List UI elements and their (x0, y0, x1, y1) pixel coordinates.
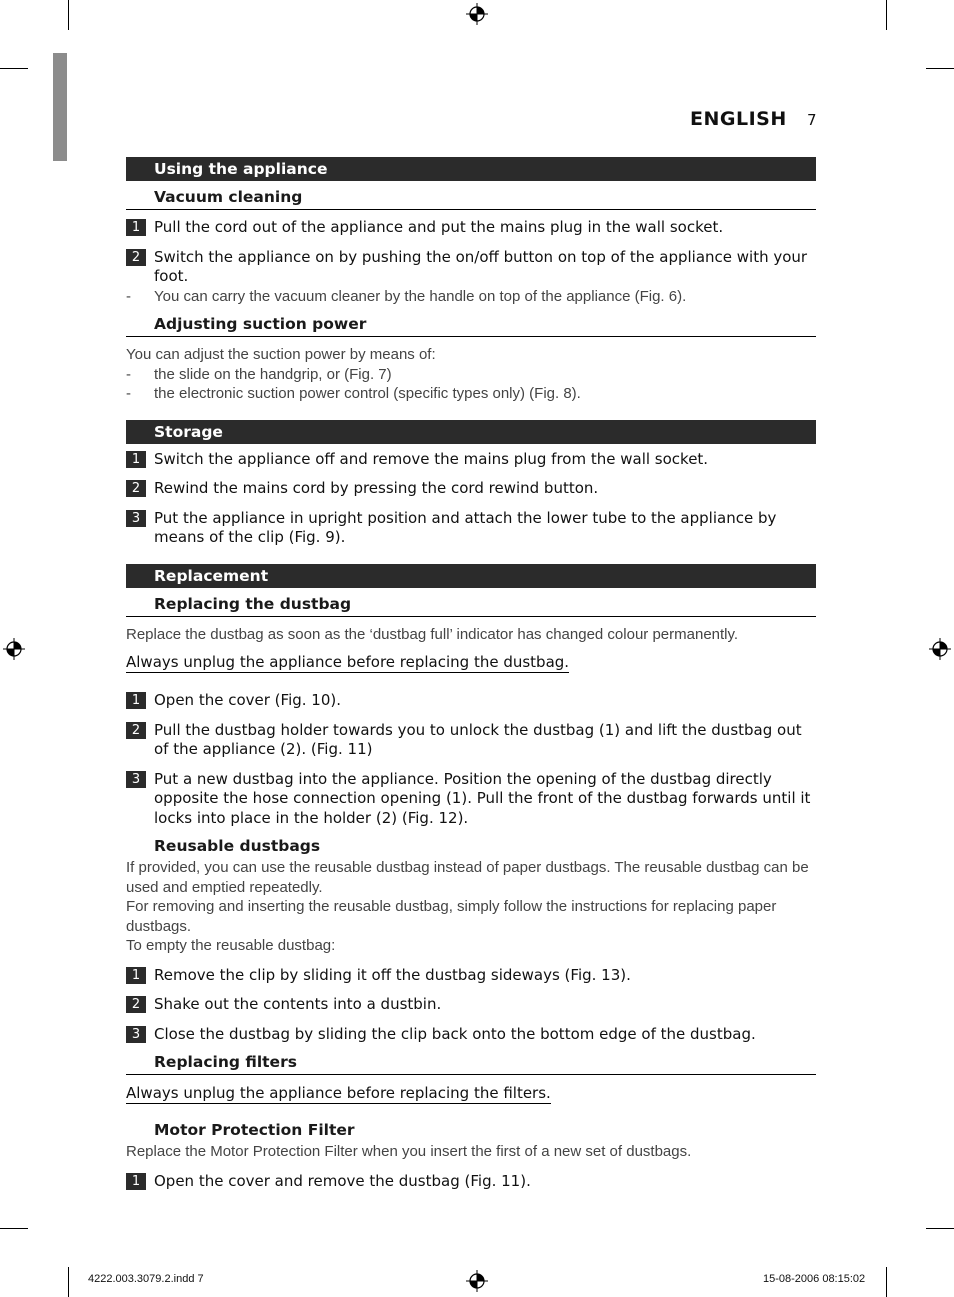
step-item: 3 Put a new dustbag into the appliance. Position the opening of the dustbag directly opposite the hose connection opening (1). Pull the front of the dustbag forwards until it locks into place in the holder (2) (Fig. 12). (126, 770, 816, 829)
step-item: 2 Rewind the mains cord by pressing the cord rewind button. (126, 479, 816, 499)
subheading-motor-protection-filter: Motor Protection Filter (154, 1121, 355, 1139)
section-heading-replacement: Replacement (126, 564, 816, 588)
step-item: 1 Pull the cord out of the appliance and put the mains plug in the wall socket. (126, 218, 816, 238)
registration-mark-icon (466, 1270, 488, 1292)
paragraph: To empty the reusable dustbag: (126, 937, 336, 954)
subheading-replacing-filters: Replacing filters (126, 1052, 816, 1075)
registration-mark-icon (466, 3, 488, 25)
bullet-item: - the slide on the handgrip, or (Fig. 7) (126, 365, 392, 383)
crop-mark (926, 1228, 954, 1229)
crop-mark (926, 68, 954, 69)
page-number: 7 (807, 111, 817, 129)
bullet-item: - You can carry the vacuum cleaner by the handle on top of the appliance (Fig. 6). (126, 287, 687, 305)
page-content (126, 157, 816, 1201)
registration-mark-icon (929, 638, 951, 660)
section-heading-using: Using the appliance (126, 157, 816, 181)
warning-line: Always unplug the appliance before replacing the filters. (126, 1084, 551, 1102)
step-item: 2 Switch the appliance on by pushing the on/off button on top of the appliance with your foot. (126, 248, 816, 287)
subheading-replacing-dustbag: Replacing the dustbag (126, 594, 816, 617)
crop-mark (68, 1267, 69, 1297)
footer-timestamp: 15-08-2006 08:15:02 (763, 1273, 866, 1285)
section-heading-storage: Storage (126, 420, 816, 444)
crop-mark (0, 68, 28, 69)
step-item: 1 Open the cover (Fig. 10). (126, 691, 816, 711)
step-item: 3 Close the dustbag by sliding the clip back onto the bottom edge of the dustbag. (126, 1025, 816, 1045)
warning-line: Always unplug the appliance before replacing the dustbag. (126, 653, 570, 671)
paragraph: You can adjust the suction power by means of: (126, 346, 436, 363)
page-language: ENGLISH (690, 108, 787, 130)
step-item: 1 Switch the appliance off and remove the mains plug from the wall socket. (126, 450, 816, 470)
paragraph: If provided, you can use the reusable dustbag instead of paper dustbags. The reusable dustbag can be used and emptied repeatedly. (126, 859, 809, 896)
crop-mark (886, 1267, 887, 1297)
subheading-reusable-dustbags: Reusable dustbags (154, 837, 321, 855)
paragraph: Replace the Motor Protection Filter when you insert the first of a new set of dustbags. (126, 1143, 692, 1160)
step-item: 2 Pull the dustbag holder towards you to unlock the dustbag (1) and lift the dustbag out of the appliance (2). (Fig. 11) (126, 721, 816, 760)
registration-mark-icon (3, 638, 25, 660)
step-item: 1 Open the cover and remove the dustbag (Fig. 11). (126, 1172, 816, 1192)
crop-mark (68, 0, 69, 30)
subheading-suction-power: Adjusting suction power (126, 314, 816, 337)
paragraph: Replace the dustbag as soon as the ‘dustbag full’ indicator has changed colour permanently. (126, 625, 739, 643)
language-tab-marker (53, 53, 67, 161)
step-item: 2 Shake out the contents into a dustbin. (126, 995, 816, 1015)
footer-filename: 4222.003.3079.2.indd 7 (88, 1273, 204, 1285)
step-item: 3 Put the appliance in upright position and attach the lower tube to the appliance by means of the clip (Fig. 9). (126, 509, 816, 548)
subheading-vacuum-cleaning: Vacuum cleaning (126, 187, 816, 210)
crop-mark (886, 0, 887, 30)
paragraph: For removing and inserting the reusable dustbag, simply follow the instructions for replacing paper dustbags. (126, 898, 777, 935)
step-item: 1 Remove the clip by sliding it off the dustbag sideways (Fig. 13). (126, 966, 816, 986)
crop-mark (0, 1228, 28, 1229)
bullet-item: - the electronic suction power control (specific types only) (Fig. 8). (126, 385, 581, 402)
